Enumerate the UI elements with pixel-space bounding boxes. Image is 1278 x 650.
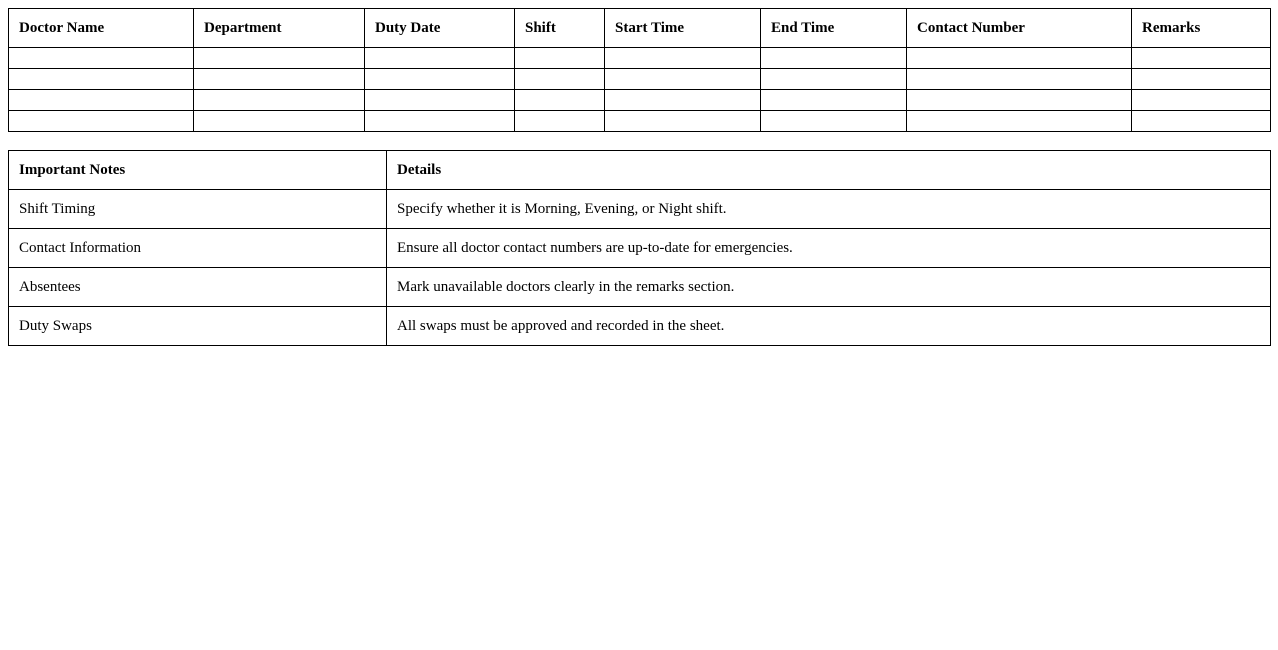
table-cell[interactable]	[761, 48, 907, 69]
table-row	[9, 111, 1271, 132]
table-cell[interactable]	[9, 48, 194, 69]
table-cell[interactable]	[907, 48, 1132, 69]
table-cell[interactable]	[365, 111, 515, 132]
table-cell[interactable]	[605, 90, 761, 111]
note-detail: Specify whether it is Morning, Evening, or Night shift.	[387, 190, 1271, 229]
notes-table-header-row	[9, 151, 1271, 190]
table-cell[interactable]	[761, 69, 907, 90]
table-row	[9, 307, 1271, 346]
table-cell[interactable]	[761, 90, 907, 111]
table-cell[interactable]	[515, 111, 605, 132]
table-cell[interactable]	[365, 48, 515, 69]
duty-table-header-row	[9, 9, 1271, 48]
table-cell[interactable]	[515, 69, 605, 90]
table-cell[interactable]	[515, 48, 605, 69]
table-cell[interactable]	[194, 48, 365, 69]
header-details: Details	[387, 151, 1271, 190]
note-label: Contact Information	[9, 229, 387, 268]
header-doctor-name: Doctor Name	[9, 9, 194, 48]
table-cell[interactable]	[194, 111, 365, 132]
header-start-time: Start Time	[605, 9, 761, 48]
table-cell[interactable]	[515, 90, 605, 111]
note-detail: Ensure all doctor contact numbers are up-to-date for emergencies.	[387, 229, 1271, 268]
table-cell[interactable]	[761, 111, 907, 132]
table-cell[interactable]	[9, 111, 194, 132]
table-cell[interactable]	[1132, 69, 1271, 90]
header-important-notes: Important Notes	[9, 151, 387, 190]
table-cell[interactable]	[365, 90, 515, 111]
table-cell[interactable]	[1132, 111, 1271, 132]
table-cell[interactable]	[1132, 48, 1271, 69]
note-label: Shift Timing	[9, 190, 387, 229]
table-row	[9, 229, 1271, 268]
important-notes-table	[8, 150, 1271, 346]
table-cell[interactable]	[907, 90, 1132, 111]
table-cell[interactable]	[605, 111, 761, 132]
table-cell[interactable]	[605, 69, 761, 90]
header-duty-date: Duty Date	[365, 9, 515, 48]
header-contact-number: Contact Number	[907, 9, 1132, 48]
table-row	[9, 268, 1271, 307]
header-shift: Shift	[515, 9, 605, 48]
table-cell[interactable]	[907, 69, 1132, 90]
note-label: Absentees	[9, 268, 387, 307]
header-remarks: Remarks	[1132, 9, 1271, 48]
table-row	[9, 48, 1271, 69]
note-detail: Mark unavailable doctors clearly in the remarks section.	[387, 268, 1271, 307]
table-cell[interactable]	[365, 69, 515, 90]
table-row	[9, 90, 1271, 111]
table-cell[interactable]	[1132, 90, 1271, 111]
duty-roster-table	[8, 8, 1271, 132]
table-row	[9, 190, 1271, 229]
header-end-time: End Time	[761, 9, 907, 48]
header-department: Department	[194, 9, 365, 48]
table-cell[interactable]	[907, 111, 1132, 132]
note-label: Duty Swaps	[9, 307, 387, 346]
table-cell[interactable]	[9, 69, 194, 90]
table-cell[interactable]	[9, 90, 194, 111]
table-row	[9, 69, 1271, 90]
table-cell[interactable]	[194, 90, 365, 111]
note-detail: All swaps must be approved and recorded in the sheet.	[387, 307, 1271, 346]
table-cell[interactable]	[194, 69, 365, 90]
table-cell[interactable]	[605, 48, 761, 69]
